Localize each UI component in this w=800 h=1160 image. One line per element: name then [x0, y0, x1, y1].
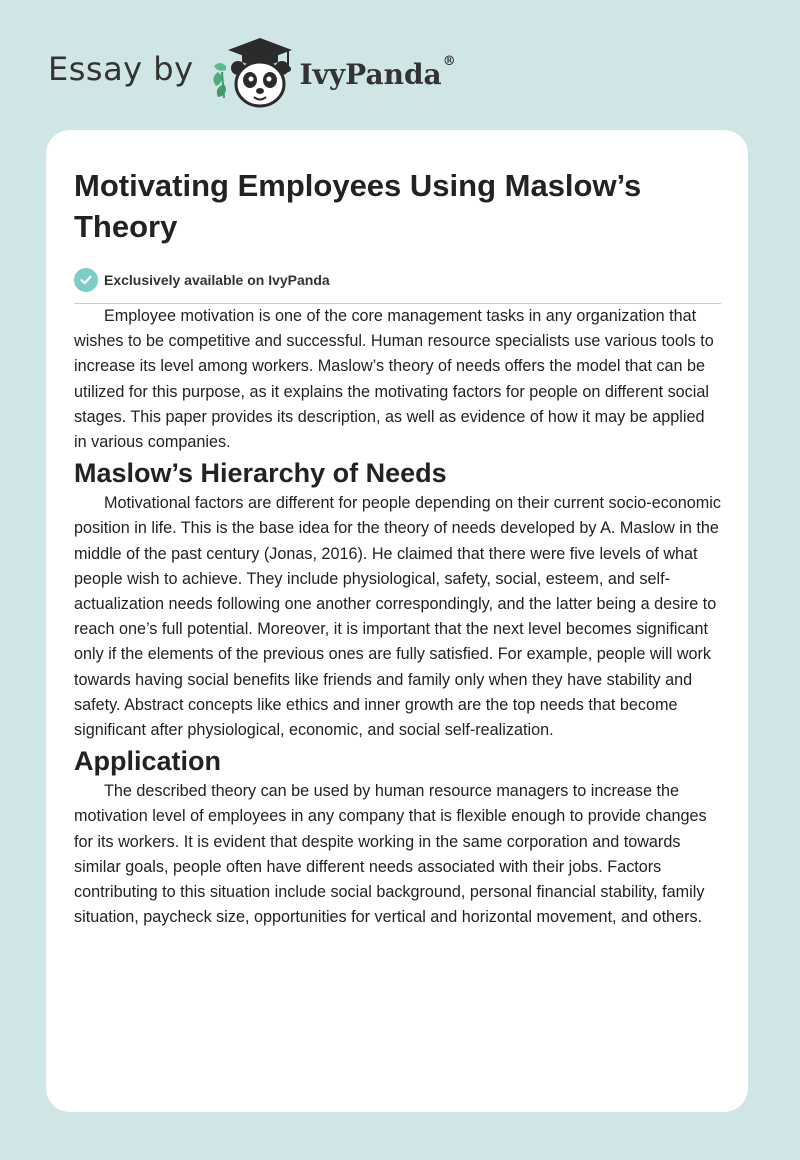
section-body-hierarchy: Motivational factors are different for people depending on their current socio-economic position in life. This is the base idea for the theory of needs developed by A. Maslow in the middle of the past century (Jonas, 2016). He claimed that there were five levels of what people wish to achieve. They include physiological, safety, social, esteem, and self-actualization needs following one another correspondingly, and the latter being a desire to reach one’s full potential. Moreover, it is important that the next level becomes significant only if the elements of the previous ones are fully satisfied. For example, people will work towards having social benefits like friends and family only when they have stability and safety. Abstract concepts like ethics and inner growth are the top needs that become significant after physiological, economic, and social self-realization.	[74, 494, 721, 740]
essay-card	[46, 130, 748, 1112]
intro-paragraph: Employee motivation is one of the core management tasks in any organization that wishes to be competitive and successful. Human resource specialists use various tools to increase its level among workers. Maslow’s theory of needs offers the model that can be utilized for this purpose, as it explains the motivating factors for people on different social stages. This paper provides its description, as well as evidence of how it may be applied in various companies.	[74, 307, 714, 452]
brand-name[interactable]	[299, 53, 456, 91]
essay-by-label: Essay by	[48, 50, 194, 88]
exclusive-badge-text: Exclusively available on IvyPanda	[104, 272, 330, 288]
brand-text: IvyPanda	[299, 57, 442, 91]
panda-graduate-icon[interactable]	[208, 32, 296, 112]
registered-mark: ®	[442, 53, 456, 69]
site-header	[48, 32, 456, 112]
section-heading-hierarchy: Maslow’s Hierarchy of Needs	[74, 458, 447, 489]
section-body-application: The described theory can be used by human resource managers to increase the motivation level of employees in any company that is flexible enough to provide changes for its workers. It is evident that despite working in the same corporation and towards similar goals, people often have different needs associated with their jobs. Factors contributing to this situation include social background, personal financial stability, family situation, paycheck size, opportunities for vertical and horizontal movement, and others.	[74, 782, 707, 927]
check-icon	[74, 268, 98, 292]
section-heading-application: Application	[74, 746, 221, 777]
exclusive-badge	[74, 267, 721, 293]
page-title: Motivating Employees Using Maslow’s Theory	[74, 168, 642, 244]
